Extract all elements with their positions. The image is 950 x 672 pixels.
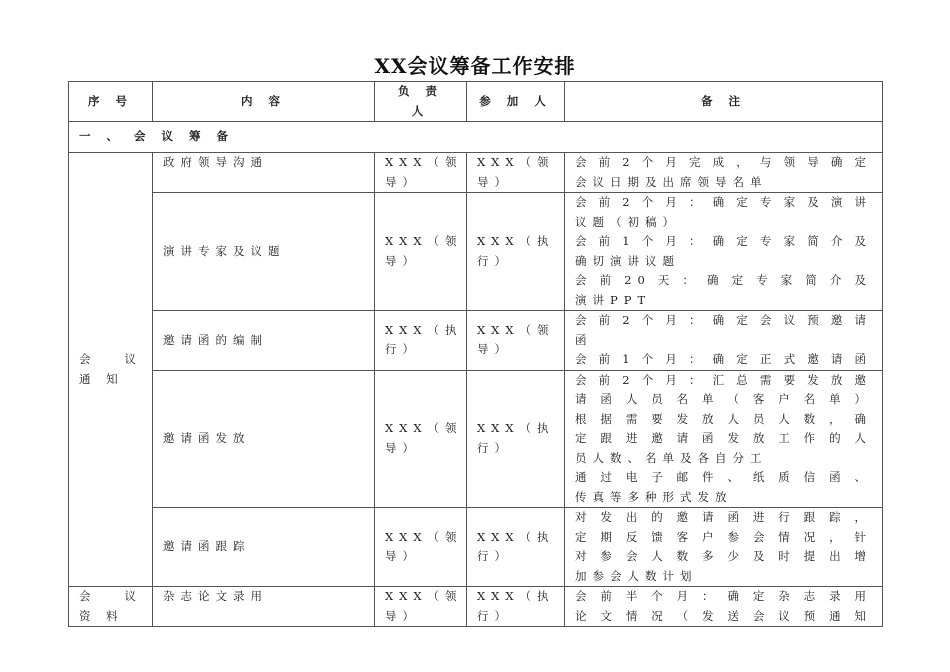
content-cell: 邀请函跟踪 (153, 508, 375, 587)
owner-cell: XXX（执 行） (375, 311, 467, 371)
content-cell: 政府领导沟通 (153, 153, 375, 193)
group-label-line: 资 料 (79, 608, 124, 623)
group-label-line: 通 知 (79, 371, 124, 386)
note-cell: 会前2个月完成，与领导确定 会议日期及出席领导名单 (565, 153, 883, 193)
table-row (69, 311, 883, 371)
owner-cell: XXX（领 导） (375, 508, 467, 587)
content-cell: 演讲专家及议题 (153, 193, 375, 311)
document-title: XX会议筹备工作安排 (374, 54, 576, 78)
section-row (69, 122, 883, 153)
content-cell: 杂志论文录用 (153, 587, 375, 627)
owner-cell: XXX（领 导） (375, 587, 467, 627)
participant-cell: XXX（执 行） (467, 193, 565, 311)
note-cell: 会前2个月：汇总需要发放邀 请函人员名单（客户名单） 根据需要发放人员人数，确 定跟进邀请函发放工作的人 员人数、名单及各自分工 通过电子邮件、纸质信函、 传真等多种形式发放 (565, 370, 883, 508)
content-cell: 邀请函的编制 (153, 311, 375, 371)
header-note: 备 注 (565, 82, 883, 122)
owner-cell: XXX（领 导） (375, 193, 467, 311)
note-cell: 对发出的邀请函进行跟踪， 定期反馈客户参会情况，针 对参会人数多少及时提出增 加参会人数计划 (565, 508, 883, 587)
owner-cell: XXX（领 导） (375, 153, 467, 193)
header-seq: 序 号 (69, 82, 153, 122)
group-cell-notice (69, 153, 153, 587)
participant-cell: XXX（执 行） (467, 587, 565, 627)
group-label-line: 会 议 (79, 352, 142, 366)
schedule-table (68, 81, 883, 627)
group-cell-materials (69, 587, 153, 627)
participant-cell: XXX（执 行） (467, 370, 565, 508)
table-row (69, 153, 883, 193)
header-participant: 参 加 人 (467, 82, 565, 122)
note-cell: 会前半个月：确定杂志录用 论文情况（发送会议预通知 (565, 587, 883, 627)
participant-cell: XXX（领 导） (467, 311, 565, 371)
table-row (69, 370, 883, 508)
group-label-line: 会 议 (79, 589, 142, 603)
header-content: 内 容 (153, 82, 375, 122)
owner-cell: XXX（领 导） (375, 370, 467, 508)
table-header-row (69, 82, 883, 122)
participant-cell: XXX（执 行） (467, 508, 565, 587)
header-owner: 负 责 人 (375, 82, 467, 122)
note-cell: 会前2个月：确定会议预邀请 函 会前1个月：确定正式邀请函 (565, 311, 883, 371)
section-title: 一 、 会 议 筹 备 (69, 122, 883, 153)
table-row (69, 587, 883, 627)
participant-cell: XXX（领 导） (467, 153, 565, 193)
table-row (69, 193, 883, 311)
content-cell: 邀请函发放 (153, 370, 375, 508)
note-cell: 会前2个月：确定专家及演讲 议题（初稿） 会前1个月：确定专家简介及 确切演讲议题 会前20天：确定专家简介及 演讲PPT (565, 193, 883, 311)
table-row (69, 508, 883, 587)
